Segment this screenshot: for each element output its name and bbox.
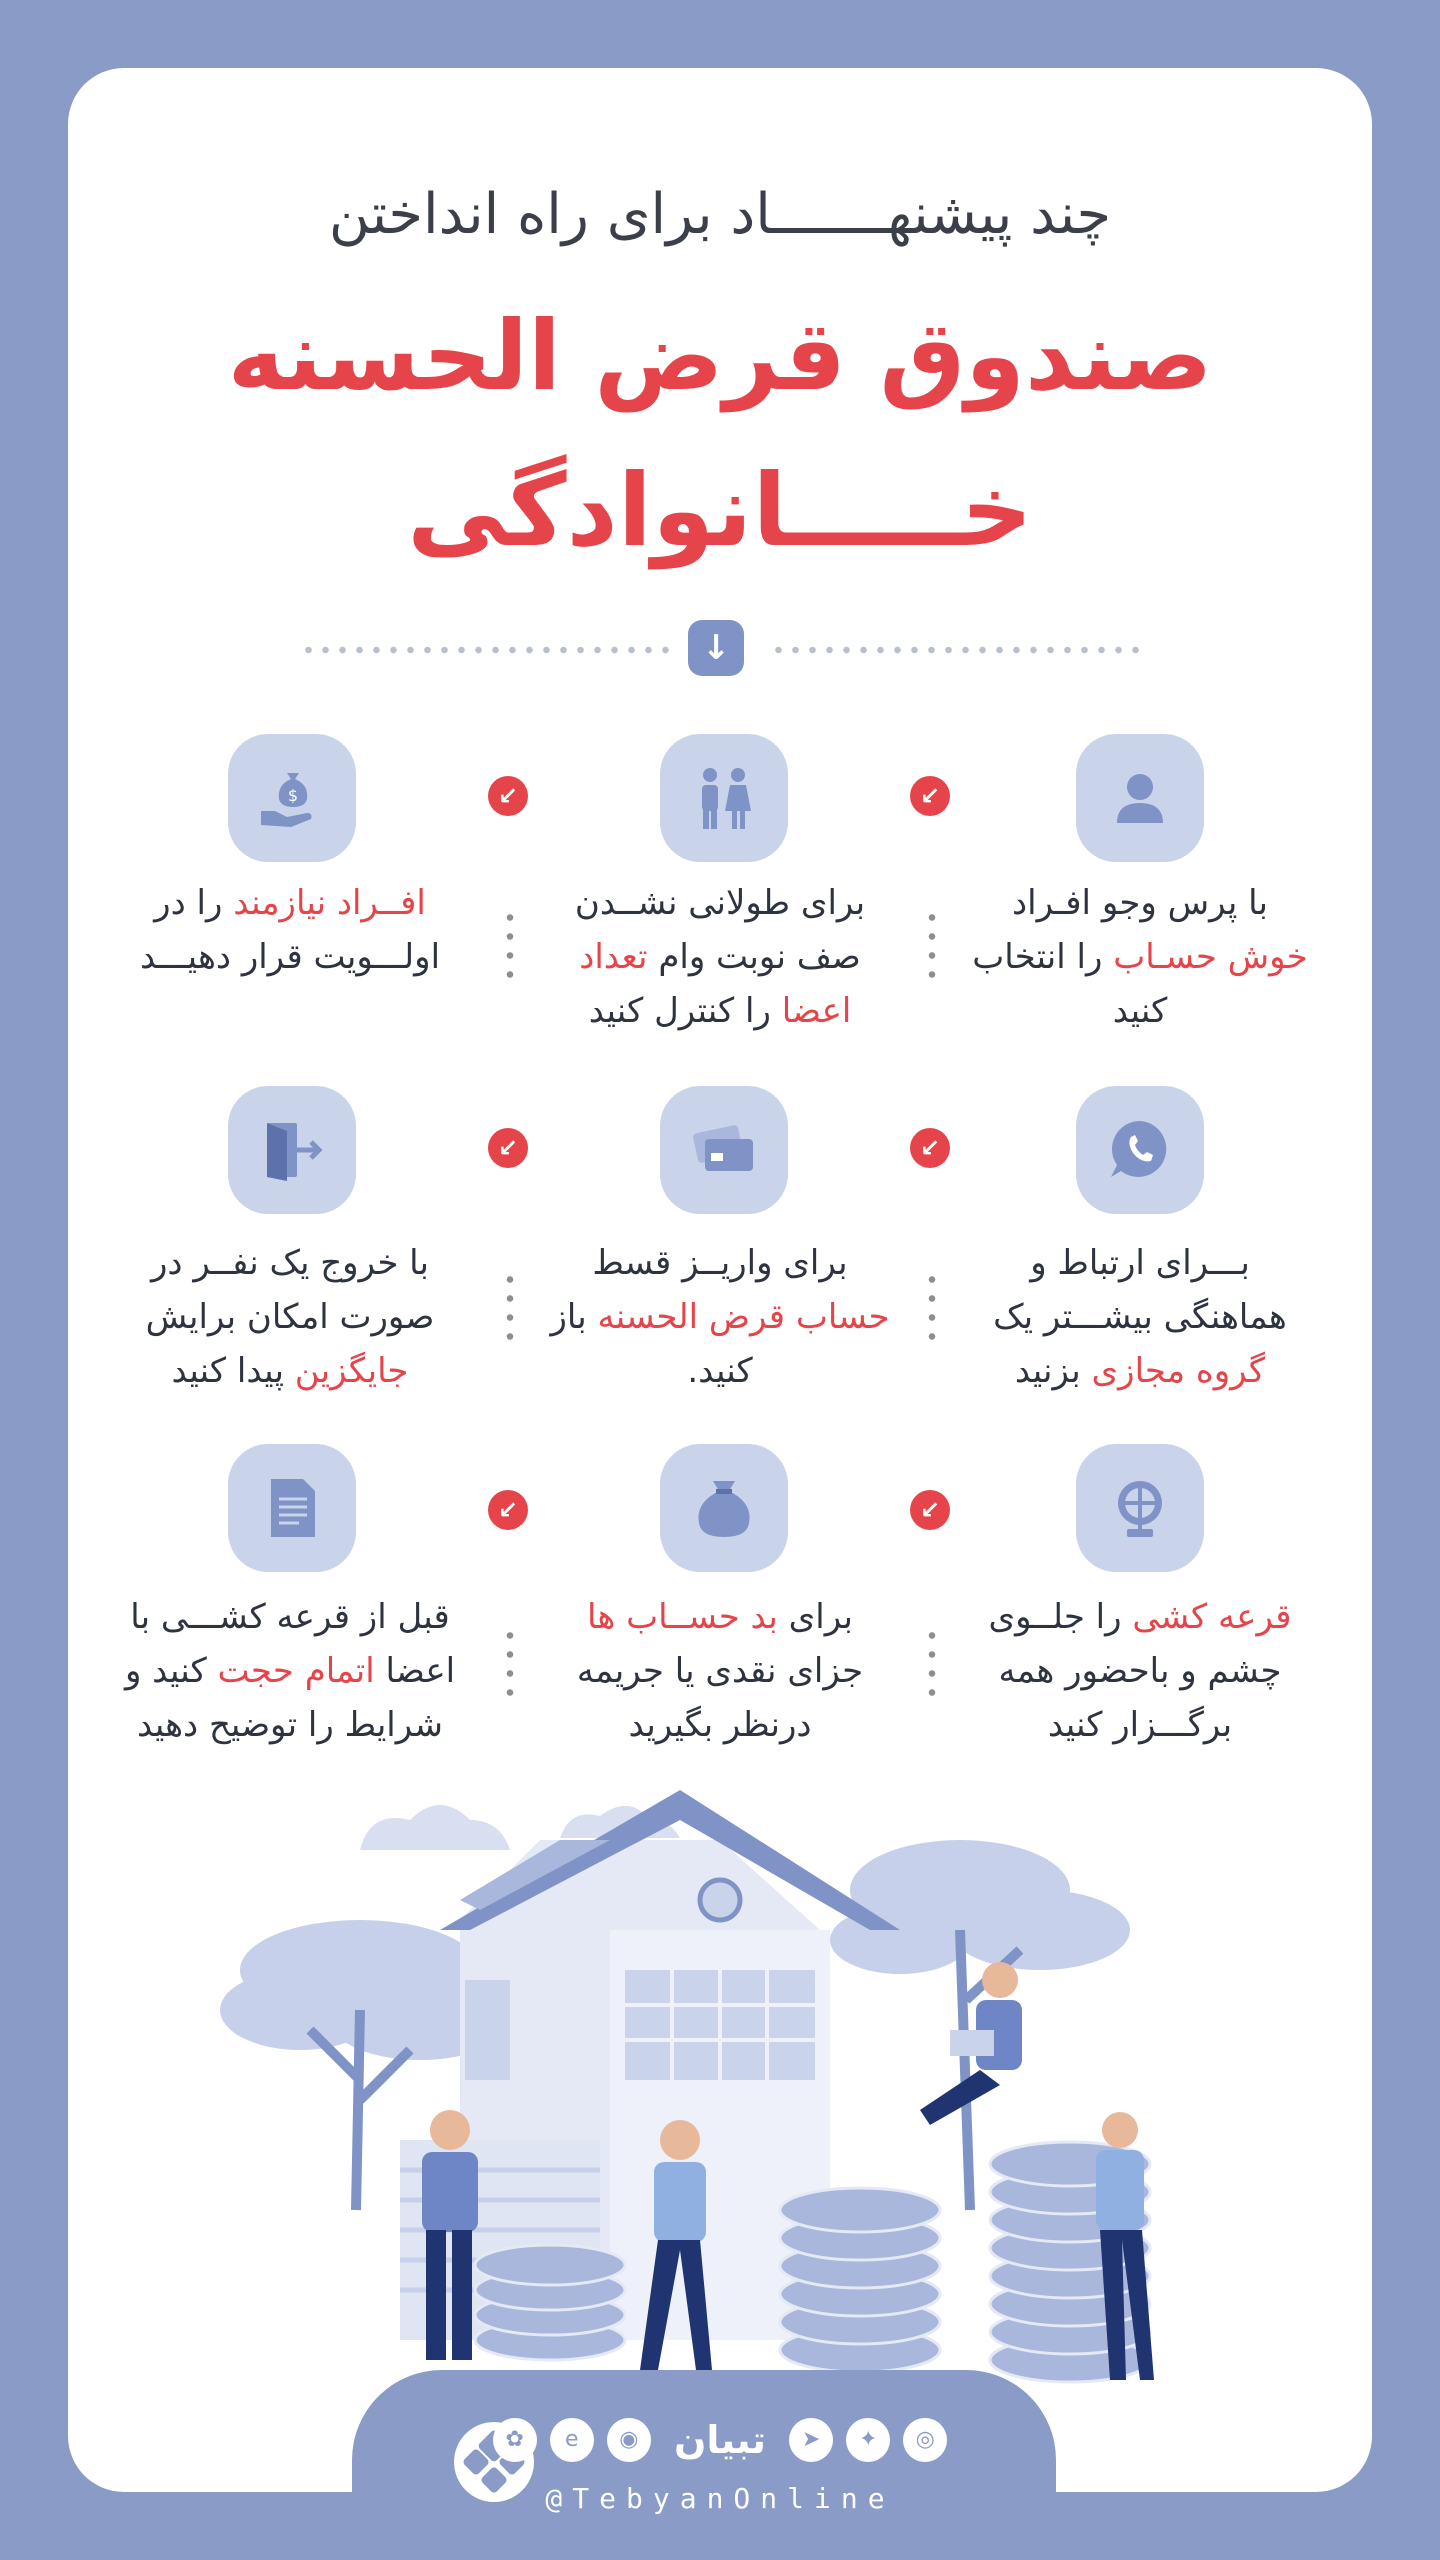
tip-segment: را انتخاب کنید <box>972 937 1168 1031</box>
money-hand-icon <box>228 734 356 862</box>
tip-text <box>550 1236 890 1398</box>
red-arrow-icon: ↙ <box>488 776 528 816</box>
tip-segment: با پرس وجو افـراد <box>1012 883 1268 923</box>
tip-segment: را جلــوی چشم و باحضور همه برگـــزار کنید <box>988 1597 1282 1745</box>
tip-segment: را در اولـــویت قرار دهیـــد <box>139 883 441 977</box>
rubika-icon[interactable]: ✿ <box>493 2418 537 2462</box>
red-arrow-icon: ↙ <box>910 776 950 816</box>
document-icon <box>228 1444 356 1572</box>
tip-highlight: حساب قرض الحسنه <box>597 1297 890 1337</box>
tip-highlight: بد حســاب ها <box>587 1597 778 1637</box>
tip-highlight: جایگزین <box>294 1351 409 1391</box>
house-and-coins-illustration <box>160 1780 1280 2400</box>
tip-highlight: قرعه کشی <box>1132 1597 1292 1637</box>
tip-segment: باز کنید. <box>550 1297 753 1391</box>
tip-text <box>970 1236 1310 1398</box>
tip-segment: قبل از قرعه کشـــی با اعضا <box>130 1597 456 1691</box>
family-icon <box>660 734 788 862</box>
exit-door-icon <box>228 1086 356 1214</box>
social-handle: @TebyanOnline <box>545 2482 895 2515</box>
money-bag-icon <box>660 1444 788 1572</box>
vertical-dots-divider <box>506 1270 514 1346</box>
vertical-dots-divider <box>506 908 514 984</box>
tip-text <box>120 1236 460 1398</box>
red-arrow-icon: ↙ <box>488 1490 528 1530</box>
telegram-icon[interactable]: ➤ <box>789 2418 833 2462</box>
vertical-dots-divider <box>928 1626 936 1702</box>
whatsapp-icon <box>1076 1086 1204 1214</box>
card-icon <box>660 1086 788 1214</box>
user-icon <box>1076 734 1204 862</box>
aparat-icon[interactable]: ◉ <box>607 2418 651 2462</box>
tip-text <box>120 1590 460 1752</box>
tip-text <box>120 876 460 984</box>
arrow-down-icon: ↓ <box>688 620 744 676</box>
brand-name: تبیان <box>674 2418 766 2462</box>
tip-segment: برای <box>777 1597 853 1637</box>
tip-segment: را کنترل کنید <box>588 991 782 1031</box>
divider-dots-left <box>300 646 670 654</box>
instagram-icon[interactable]: ◎ <box>903 2418 947 2462</box>
tip-segment: با خروج یک نفــر در صورت امکان برایش <box>145 1243 435 1337</box>
twitter-icon[interactable]: ✦ <box>846 2418 890 2462</box>
tip-text <box>970 1590 1310 1752</box>
red-arrow-icon: ↙ <box>910 1490 950 1530</box>
title-line-2: خـــــانوادگی <box>407 452 1033 569</box>
tip-highlight: تعداد اعضا <box>579 937 852 1031</box>
tip-highlight: گروه مجازی <box>1091 1351 1266 1391</box>
tip-highlight: خوش حسـاب <box>1113 937 1308 977</box>
tip-text <box>970 876 1310 1038</box>
tip-segment: برای طولانی نشــدن صف نوبت وام <box>574 883 866 977</box>
social-row <box>0 2418 1440 2462</box>
tip-text <box>550 876 890 1038</box>
tip-segment: بزنید <box>1014 1351 1092 1391</box>
vertical-dots-divider <box>928 908 936 984</box>
tip-highlight: افــراد نیازمند <box>233 883 426 923</box>
title-line-1: صندوق قرض الحسنه <box>227 300 1213 412</box>
tip-segment: کنید و شرایط را توضیح دهید <box>124 1651 443 1745</box>
svg-text:$: $ <box>287 786 299 805</box>
eitaa-icon[interactable]: e <box>550 2418 594 2462</box>
tip-segment: بـــرای ارتباط و هماهنگی بیشـــتر یک <box>993 1243 1287 1337</box>
vertical-dots-divider <box>506 1626 514 1702</box>
tip-highlight: اتمام حجت <box>217 1651 375 1691</box>
tip-segment: پیدا کنید <box>171 1351 295 1391</box>
red-arrow-icon: ↙ <box>488 1128 528 1168</box>
subtitle: چند پیشنهـــــــاد برای راه انداختن <box>328 182 1112 247</box>
tip-text <box>550 1590 890 1752</box>
red-arrow-icon: ↙ <box>910 1128 950 1168</box>
tip-segment: برای واریــز قسط <box>592 1243 848 1283</box>
tip-segment: جزای نقدی یا جریمه درنظر بگیرید <box>576 1651 864 1745</box>
lottery-globe-icon <box>1076 1444 1204 1572</box>
divider-dots-right <box>770 646 1140 654</box>
vertical-dots-divider <box>928 1270 936 1346</box>
